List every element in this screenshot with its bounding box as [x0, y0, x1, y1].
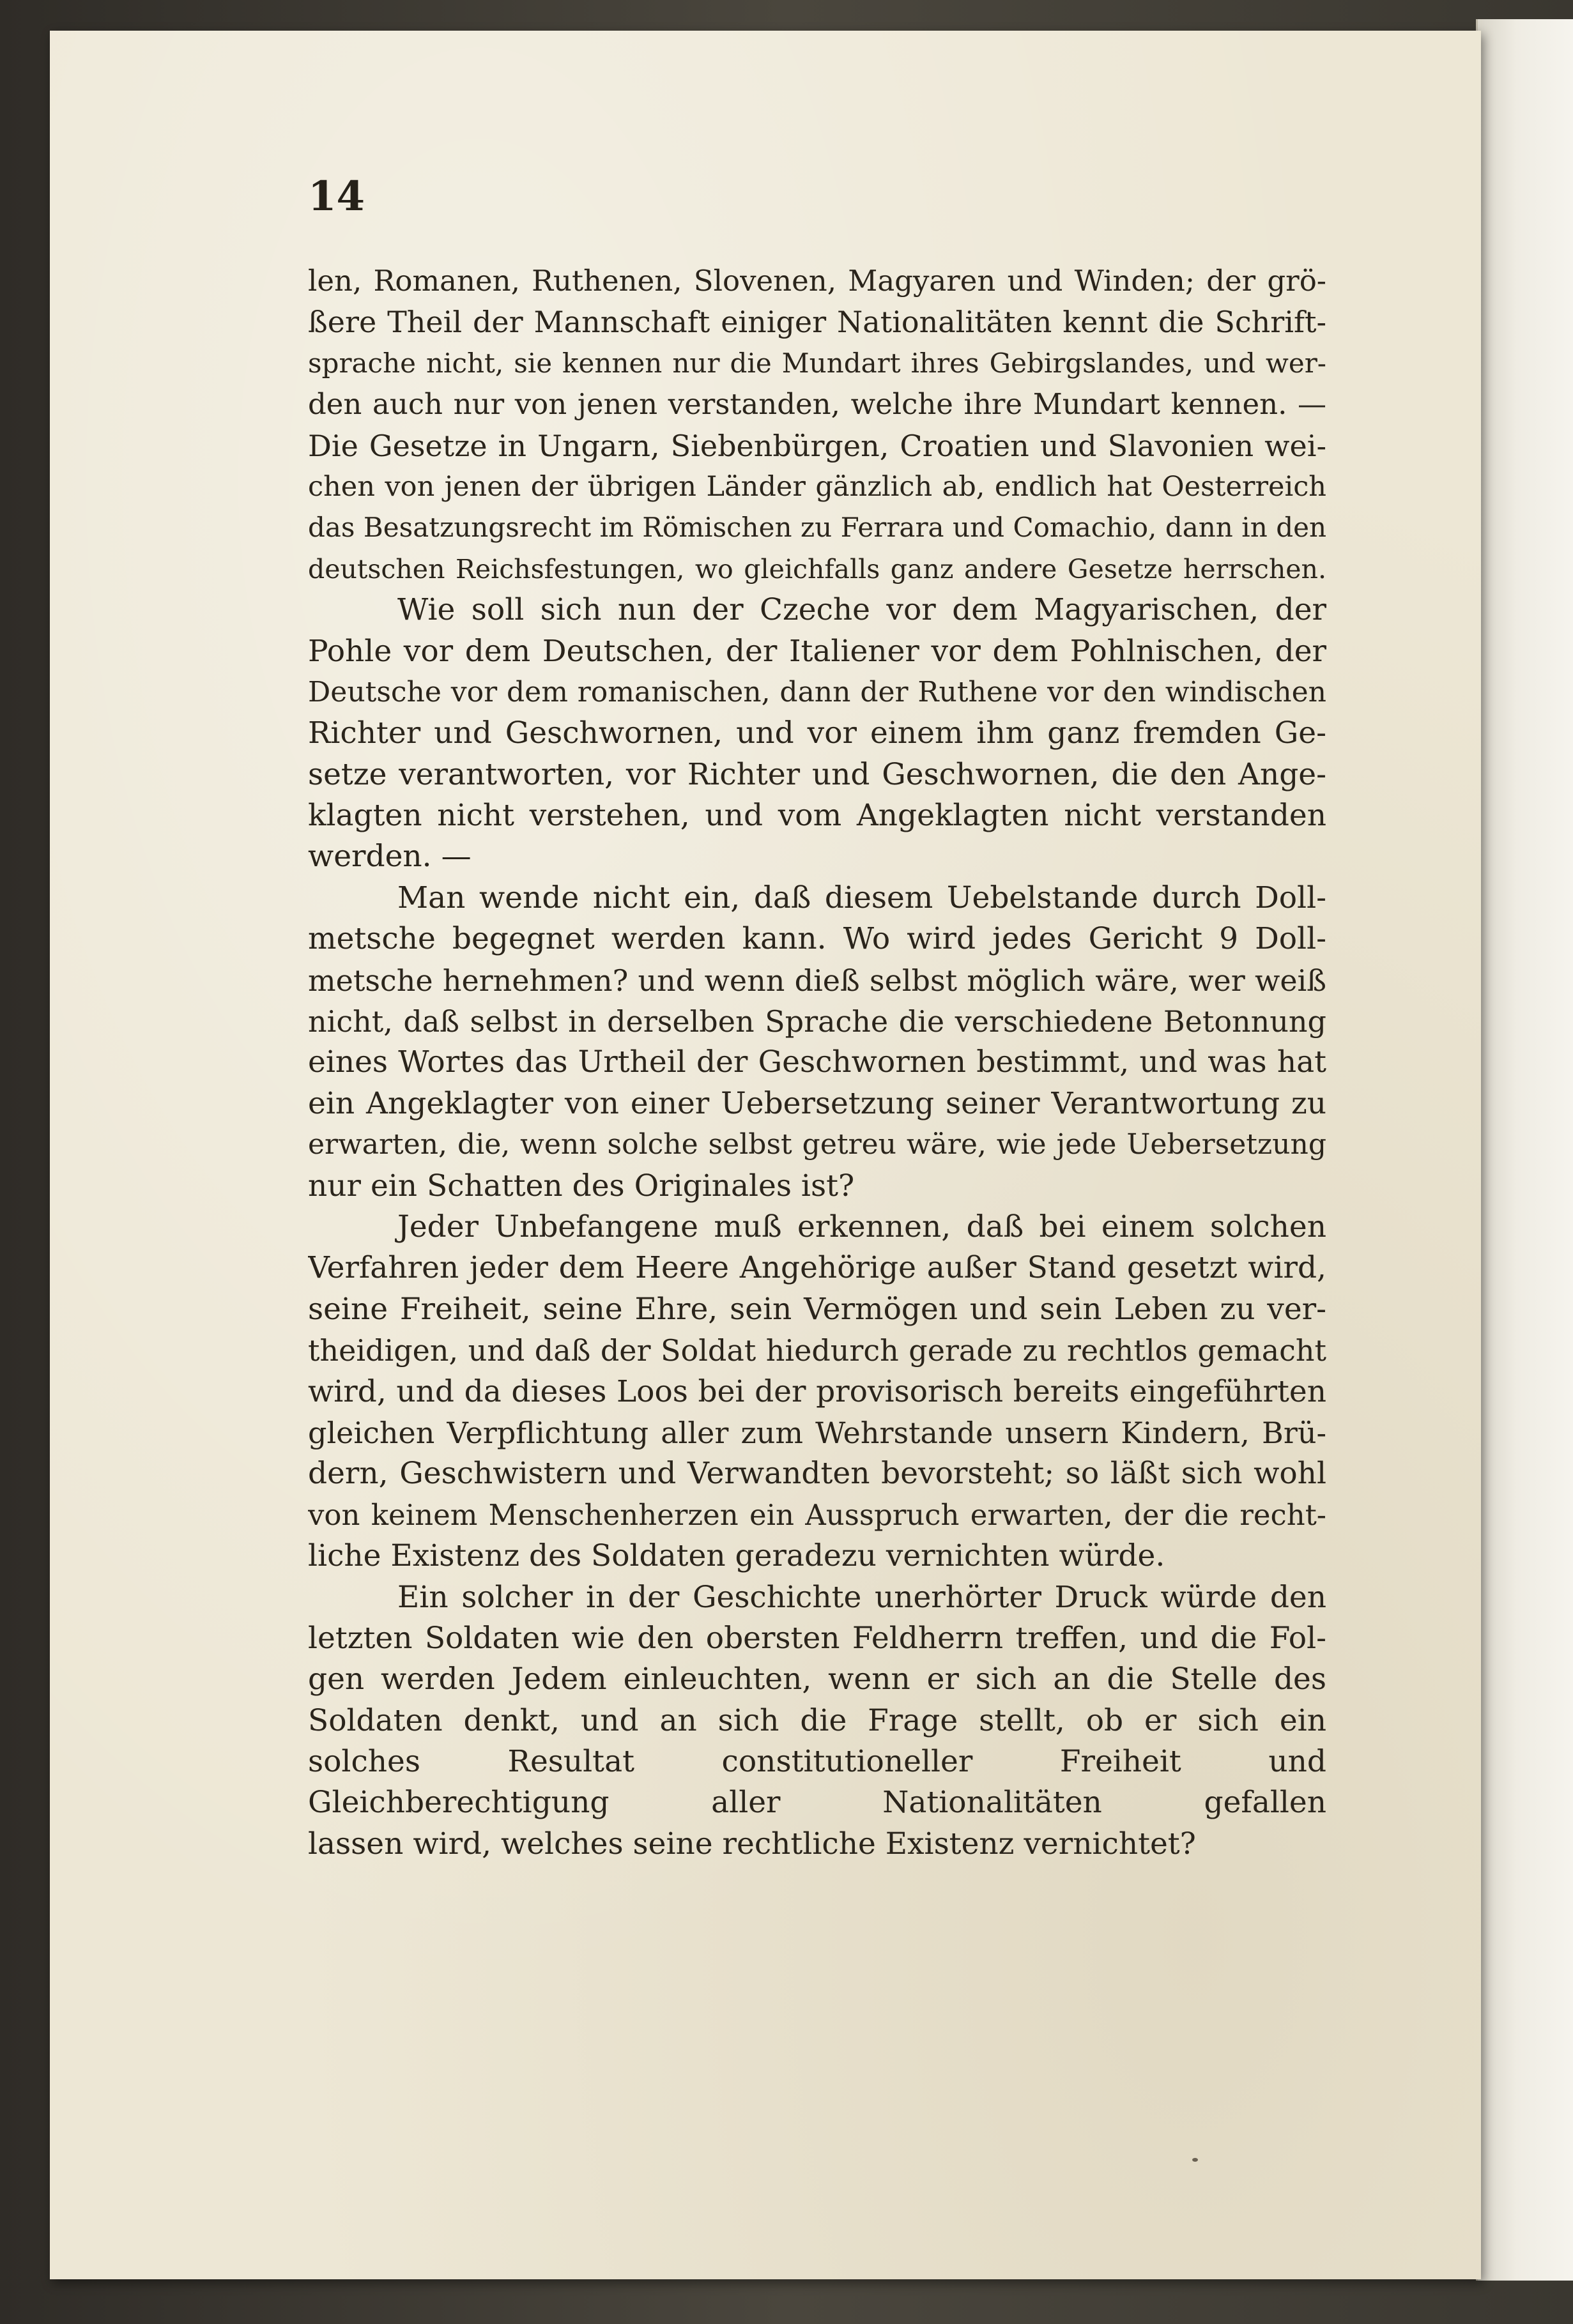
text-line: sprache nicht, sie kennen nur die Mundart ihres Gebirgslandes, und wer-: [308, 347, 1326, 379]
body-text: [308, 261, 1326, 1865]
text-line: Pohle vor dem Deutschen, der Italiener vor dem Pohlnischen, der: [308, 633, 1326, 669]
text-line: deutschen Reichsfestungen, wo gleichfalls ganz andere Gesetze herrschen.: [308, 553, 1326, 585]
text-line: wird, und da dieses Loos bei der provisorisch bereits eingeführten: [308, 1373, 1326, 1409]
text-line: metsche begegnet werden kann. Wo wird jedes Gericht 9 Doll-: [308, 921, 1326, 957]
text-line: Deutsche vor dem romanischen, dann der Ruthene vor den windischen: [308, 675, 1326, 708]
text-line: seine Freiheit, seine Ehre, sein Vermögen und sein Leben zu ver-: [308, 1291, 1326, 1327]
text-line: Richter und Geschwornen, und vor einem ihm ganz fremden Ge-: [308, 715, 1326, 751]
text-line: ßere Theil der Mannschaft einiger Nationalitäten kennt die Schrift-: [308, 305, 1326, 340]
text-line: nicht, daß selbst in derselben Sprache die verschiedene Betonnung: [308, 1004, 1326, 1039]
ink-speck: [1192, 2158, 1198, 2162]
text-line: gleichen Verpflichtung aller zum Wehrstande unsern Kindern, Brü-: [308, 1415, 1326, 1450]
text-line: gen werden Jedem einleuchten, wenn er sich an die Stelle des: [308, 1662, 1326, 1697]
text-line: das Besatzungsrecht im Römischen zu Ferrara und Comachio, dann in den: [308, 512, 1326, 544]
text-line: letzten Soldaten wie den obersten Feldherrn treffen, und die Fol-: [308, 1620, 1326, 1656]
text-line: dern, Geschwistern und Verwandten bevorsteht; so läßt sich wohl: [308, 1456, 1326, 1492]
text-line: Verfahren jeder dem Heere Angehörige außer Stand gesetzt wird,: [308, 1250, 1326, 1286]
paragraph-start-line: Man wende nicht ein, daß diesem Uebelstande durch Doll-: [397, 880, 1326, 915]
text-line: von keinem Menschenherzen ein Ausspruch erwarten, der die recht-: [308, 1497, 1326, 1532]
text-line: setze verantworten, vor Richter und Geschwornen, die den Ange-: [308, 756, 1326, 792]
text-line: theidigen, und daß der Soldat hiedurch gerade zu rechtlos gemacht: [308, 1333, 1326, 1368]
text-line: erwarten, die, wenn solche selbst getreu wäre, wie jede Uebersetzung: [308, 1128, 1326, 1161]
paragraph-end-line: lassen wird, welches seine rechtliche Existenz vernichtet?: [308, 1826, 1196, 1861]
paragraph-start-line: Wie soll sich nun der Czeche vor dem Magyarischen, der: [397, 592, 1326, 628]
text-line: den auch nur von jenen verstanden, welche ihre Mundart kennen. —: [308, 387, 1326, 422]
text-line: chen von jenen der übrigen Länder gänzlich ab, endlich hat Oesterreich: [308, 470, 1326, 503]
text-line: len, Romanen, Ruthenen, Slovenen, Magyaren und Winden; der grö-: [308, 264, 1326, 298]
text-line: Soldaten denkt, und an sich die Frage stellt, ob er sich ein: [308, 1702, 1326, 1738]
paragraph-end-line: liche Existenz des Soldaten geradezu vernichten würde.: [308, 1538, 1165, 1574]
text-line: metsche hernehmen? und wenn dieß selbst möglich wäre, wer weiß: [308, 963, 1326, 998]
text-line: solches Resultat constitutioneller Freiheit und: [308, 1744, 1326, 1780]
text-line: Gleichberechtigung aller Nationalitäten gefallen: [308, 1785, 1326, 1821]
paragraph-end-line: werden. —: [308, 839, 472, 875]
text-line: klagten nicht verstehen, und vom Angeklagten nicht verstanden: [308, 798, 1326, 834]
paragraph-start-line: Jeder Unbefangene muß erkennen, daß bei einem solchen: [397, 1209, 1326, 1244]
text-line: Die Gesetze in Ungarn, Siebenbürgen, Croatien und Slavonien wei-: [308, 428, 1326, 463]
paragraph-start-line: Ein solcher in der Geschichte unerhörter Druck würde den: [397, 1579, 1326, 1615]
paragraph-end-line: nur ein Schatten des Originales ist?: [308, 1168, 855, 1204]
page-number: 14: [308, 172, 365, 220]
text-line: ein Angeklagter von einer Uebersetzung seiner Verantwortung zu: [308, 1085, 1326, 1121]
text-line: eines Wortes das Urtheil der Geschwornen bestimmt, und was hat: [308, 1044, 1326, 1080]
next-page-edge: [1476, 19, 1573, 2281]
